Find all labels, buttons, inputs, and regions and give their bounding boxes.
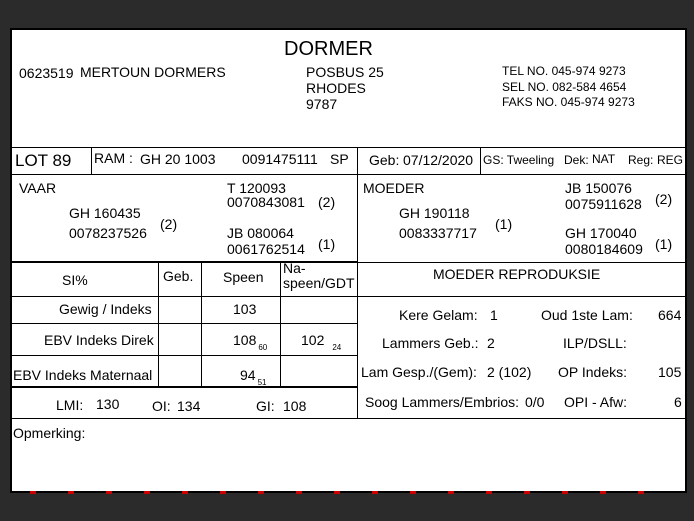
divider (357, 262, 685, 263)
dek-value: NAT (592, 152, 616, 166)
gs-label: GS: Tweeling (483, 153, 555, 167)
gewig-speen: 103 (233, 301, 257, 317)
vaar-dam-number: 0061762514 (227, 241, 305, 257)
moeder-count: (1) (495, 216, 513, 232)
vaar-dam-id: JB 080064 (227, 225, 294, 241)
vaar-label: VAAR (19, 180, 57, 196)
breed-title: DORMER (284, 38, 373, 60)
geb-label: Geb: (369, 152, 400, 168)
lam-gesp-label: Lam Gesp./(Gem): (361, 364, 477, 380)
moeder-sire-id: JB 150076 (565, 180, 632, 196)
soog-value: 0/0 (525, 394, 545, 410)
divider (280, 261, 281, 386)
opmerking-label: Opmerking: (13, 425, 86, 441)
ilp-dsll-label: ILP/DSLL: (563, 335, 627, 351)
kere-gelam-value: 1 (490, 307, 498, 323)
bottom-band (0, 493, 694, 521)
divider (12, 296, 685, 297)
opi-afw-value: 6 (674, 394, 682, 410)
address-line-2: RHODES (306, 80, 366, 96)
oi-label: OI: (152, 398, 171, 414)
vaar-dam-count: (1) (318, 236, 336, 252)
vaar-count: (2) (160, 216, 178, 232)
row-label-gewig: Gewig / Indeks (59, 301, 152, 317)
op-indeks-label: OP Indeks: (558, 364, 628, 380)
geb-date: 07/12/2020 (403, 152, 474, 168)
moeder-dam-count: (1) (655, 236, 673, 252)
naspeen-header: Na- speen/GDT (283, 260, 355, 291)
oud-1ste-lam-value: 664 (658, 307, 682, 323)
vaar-sire-id: T 120093 (227, 180, 286, 196)
lammers-geb-value: 2 (487, 335, 495, 351)
divider (12, 147, 685, 148)
sale-card (10, 28, 687, 493)
moeder-dam-id: GH 170040 (565, 225, 637, 241)
moeder-sire-count: (2) (655, 191, 673, 207)
divider (12, 323, 357, 324)
direk-naspeen: 102 $_{24}$ (301, 332, 342, 352)
oud-1ste-lam-label: Oud 1ste Lam: (541, 307, 633, 323)
divider (480, 147, 481, 174)
lmi-value: 130 (96, 396, 120, 412)
moeder-sire-number: 0075911628 (565, 196, 642, 212)
direk-naspeen-accuracy: 24 (332, 343, 342, 352)
reproduksie-title: MOEDER REPRODUKSIE (433, 266, 601, 282)
moeder-id: GH 190118 (399, 205, 470, 221)
divider (91, 147, 92, 174)
lmi-label: LMI: (56, 397, 84, 413)
moeder-number: 0083337717 (399, 225, 477, 241)
vaar-sire-count: (2) (318, 194, 336, 210)
lammers-geb-label: Lammers Geb.: (382, 335, 479, 351)
gi-value: 108 (283, 398, 307, 414)
divider (12, 355, 357, 356)
address-line-1: POSBUS 25 (306, 64, 384, 80)
lot-number: LOT 89 (15, 151, 72, 170)
oi-value: 134 (177, 398, 201, 414)
vaar-number: 0078237526 (69, 225, 147, 241)
red-dash-line (30, 491, 660, 494)
moeder-dam-number: 0080184609 (565, 241, 643, 257)
soog-label: Soog Lammers/Embrios: (365, 394, 520, 410)
divider (201, 261, 202, 386)
tel-number: TEL NO. 045-974 9273 (502, 64, 626, 78)
divider (12, 418, 685, 419)
breeder-name: MERTOUN DORMERS (80, 64, 226, 80)
ram-id: GH 20 1003 (140, 151, 216, 167)
vaar-sire-number: 0070843081 (227, 194, 305, 210)
ram-label: RAM : (94, 150, 133, 166)
opi-afw-label: OPI - Afw: (564, 394, 628, 410)
direk-speen: 108 $_{60}$ (233, 332, 268, 352)
row-label-ebv-direk: EBV Indeks Direk (44, 332, 154, 348)
geb-header: Geb. (163, 268, 194, 284)
kere-gelam-label: Kere Gelam: (399, 307, 478, 323)
speen-header: Speen (223, 269, 264, 285)
moeder-label: MOEDER (363, 180, 425, 196)
divider (12, 174, 685, 175)
direk-speen-accuracy: 60 (258, 343, 268, 352)
divider (357, 147, 358, 174)
maternaal-speen-accuracy: 51 (257, 378, 267, 387)
maternaal-speen: 94 $_{51}$ (240, 367, 267, 387)
lam-gesp-value: 2 (102) (487, 364, 532, 380)
gi-label: GI: (256, 398, 275, 414)
row-label-ebv-maternaal: EBV Indeks Maternaal (13, 367, 153, 383)
reg-value: REG (657, 153, 684, 167)
reg-label: Reg: (628, 153, 654, 167)
si-header: SI% (62, 272, 88, 288)
ram-number: 0091475111 (242, 151, 318, 167)
divider (158, 261, 159, 386)
divider (12, 386, 357, 388)
address-line-3: 9787 (306, 96, 338, 112)
breeder-id: 0623519 (19, 65, 74, 81)
dek-label: Dek: (564, 153, 589, 167)
vaar-id: GH 160435 (69, 205, 141, 221)
ram-grade: SP (330, 151, 349, 167)
sel-number: SEL NO. 082-584 4654 (502, 80, 627, 94)
faks-number: FAKS NO. 045-974 9273 (502, 95, 635, 109)
op-indeks-value: 105 (658, 364, 682, 380)
